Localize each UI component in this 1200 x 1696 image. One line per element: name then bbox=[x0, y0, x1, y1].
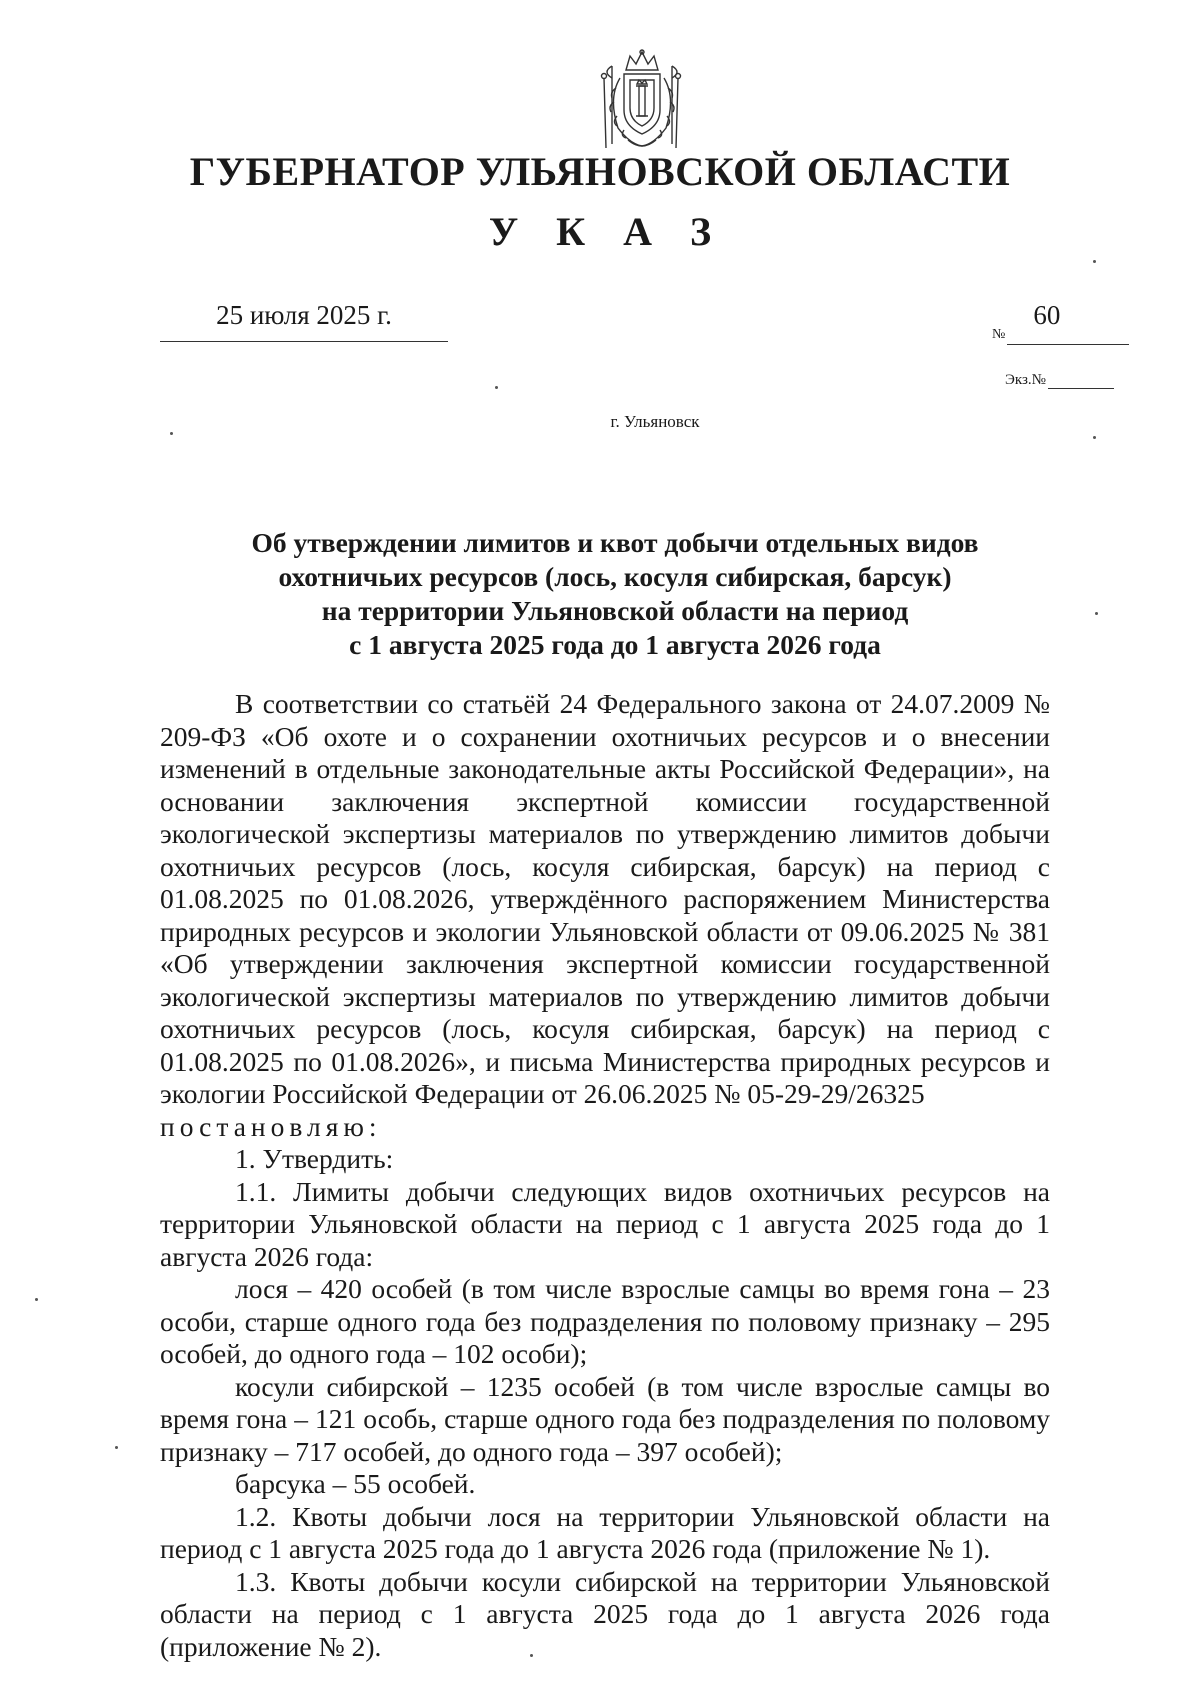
title-line: с 1 августа 2025 года до 1 августа 2026 года bbox=[349, 629, 881, 660]
item-paragraph: 1.3. Квоты добычи косули сибирской на территории Ульяновской области на период с 1 августа 2025 года до 1 августа 2026 года (приложение № 2). bbox=[160, 1565, 1050, 1662]
scan-speck bbox=[1095, 612, 1098, 615]
decree-word: постановляю: bbox=[160, 1110, 382, 1142]
title-line: на территории Ульяновской области на период bbox=[321, 595, 909, 626]
preamble-paragraph: В соответствии со статьёй 24 Федерального закона от 24.07.2009 № 209-ФЗ «Об охоте и о сохранении охотничьих ресурсов и о внесении изменений в отдельные законодательные акты Российской Федерации», на основании заключения экспертной комиссии государственной экологической экспертизы материалов по утверждению лимитов добычи охотничьих ресурсов (лось, косуля сибирская, барсук) на период с 01.08.2025 по 01.08.2026, утверждённого распоряжением Министерства природных ресурсов и экологии Ульяновской области от 09.06.2025 № 381 «Об утверждении заключения экспертной комиссии государственной экологической экспертизы материалов по утверждению лимитов добычи охотничьих ресурсов (лось, косуля сибирская, барсук) на период с 01.08.2025 по 01.08.2026», и письма Министерства природных ресурсов и экологии Российской Федерации от 26.06.2025 № 05-29-29/26325 bbox=[160, 688, 1050, 1109]
scan-speck bbox=[115, 1446, 118, 1449]
city: г. Ульяновск bbox=[610, 412, 700, 431]
document-type: У К А З bbox=[488, 209, 726, 254]
scan-speck bbox=[530, 1654, 533, 1657]
issuing-authority: ГУБЕРНАТОР УЛЬЯНОВСКОЙ ОБЛАСТИ bbox=[189, 149, 1011, 194]
item-paragraph: 1.2. Квоты добычи лося на территории Ульяновской области на период с 1 августа 2025 года до 1 августа 2026 года (приложение № 1). bbox=[160, 1500, 1050, 1564]
item-paragraph: косули сибирской – 1235 особей (в том числе взрослые самцы во время гона – 121 особь, старше одного года без подразделения по половому признаку – 717 особей, до одного года – 397 особей); bbox=[160, 1370, 1050, 1467]
copy-number-field bbox=[1048, 374, 1114, 389]
coat-of-arms-emblem bbox=[590, 48, 694, 156]
item-paragraph: лося – 420 особей (в том числе взрослые самцы во время гона – 23 особи, старше одного года без подразделения по половому признаку – 295 особей, до одного года – 102 особи); bbox=[160, 1273, 1050, 1369]
title-line: Об утверждении лимитов и квот добычи отдельных видов bbox=[251, 527, 979, 558]
title-line: охотничьих ресурсов (лось, косуля сибирская, барсук) bbox=[278, 561, 952, 592]
document-body bbox=[160, 688, 1050, 1663]
scan-speck bbox=[495, 386, 498, 389]
document-date: 25 июля 2025 г. bbox=[216, 300, 392, 330]
item-paragraph: барсука – 55 особей. bbox=[235, 1468, 476, 1499]
date-block bbox=[160, 300, 448, 342]
scan-speck bbox=[170, 432, 173, 435]
document-number: 60 bbox=[1033, 300, 1061, 330]
copy-number-label: Экз.№ bbox=[1005, 372, 1046, 388]
item-paragraph: 1.1. Лимиты добычи следующих видов охотничьих ресурсов на территории Ульяновской области на период с 1 августа 2025 года до 1 августа 2026 года: bbox=[160, 1175, 1050, 1272]
copy-number-block bbox=[1005, 372, 1114, 389]
document-title bbox=[180, 526, 1050, 662]
date-underline bbox=[160, 341, 448, 342]
scan-speck bbox=[1093, 260, 1096, 263]
number-field bbox=[1007, 300, 1129, 345]
number-label: № bbox=[992, 327, 1006, 342]
item-paragraph: 1. Утвердить: bbox=[235, 1143, 394, 1174]
number-block bbox=[992, 300, 1129, 345]
scan-speck bbox=[35, 1298, 38, 1301]
scan-speck bbox=[1093, 436, 1096, 439]
